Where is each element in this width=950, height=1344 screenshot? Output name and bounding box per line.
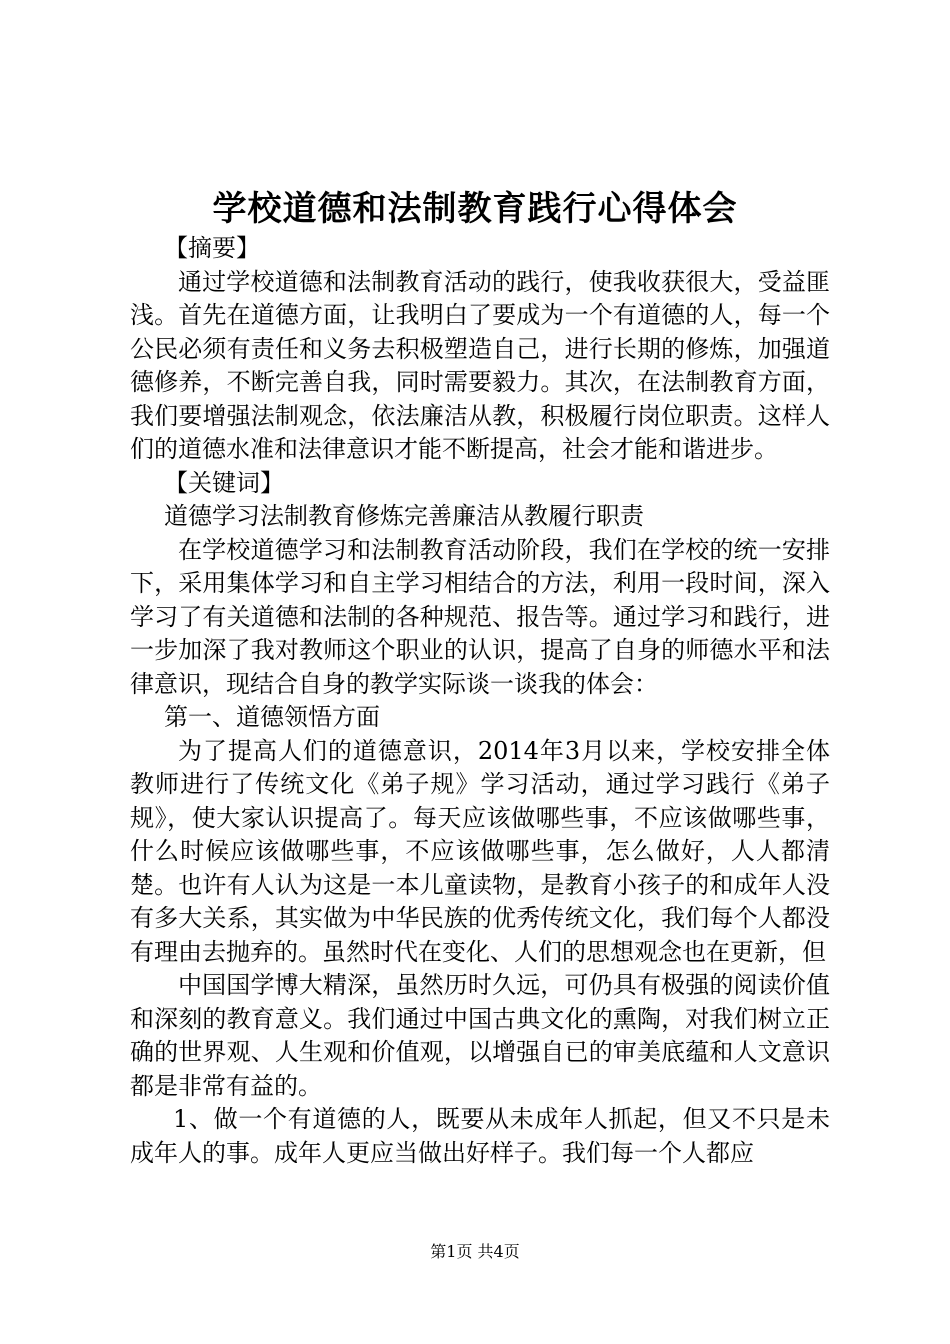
intro-paragraph: 在学校道德学习和法制教育活动阶段，我们在学校的统一安排下，采用集体学习和自主学习相结合的方法，利用一段时间，深入学习了有关道德和法制的各种规范、报告等。通过学习和践行，进一步加深了我对教师这个职业的认识，提高了自身的师德水平和法律意识，现结合自身的教学实际谈一谈我的体会： [130,535,830,698]
keywords-heading: 【关键词】 [164,468,284,497]
keywords-paragraph: 道德学习法制教育修炼完善廉洁从教履行职责 [164,502,644,530]
body-paragraph: 1、做一个有道德的人，既要从未成年人抓起，但又不只是未成年人的事。成年人更应当做出好样子。我们每一个人都应 [130,1105,830,1167]
document-title: 学校道德和法制教育践行心得体会 [212,189,738,229]
section-heading: 第一、道德领悟方面 [164,703,380,731]
document-body [130,232,830,1170]
abstract-paragraph: 通过学校道德和法制教育活动的践行，使我收获很大，受益匪浅。首先在道德方面，让我明白了要成为一个有道德的人，每一个公民必须有责任和义务去积极塑造自己，进行长期的修炼，加强道德修养，不断完善自我，同时需要毅力。其次，在法制教育方面，我们要增强法制观念，依法廉洁从教，积极履行岗位职责。这样人们的道德水准和法律意识才能不断提高，社会才能和谐进步。 [130,267,830,463]
page-footer: 第1页 共4页 [430,1242,520,1261]
body-paragraph: 中国国学博大精深，虽然历时久远，可仍具有极强的阅读价值和深刻的教育意义。我们通过中国古典文化的熏陶，对我们树立正确的世界观、人生观和价值观，以增强自已的审美底蕴和人文意识都是非常有益的。 [130,971,830,1100]
body-paragraph: 为了提高人们的道德意识，2014年3月以来，学校安排全体教师进行了传统文化《弟子规》学习活动，通过学习践行《弟子规》，使大家认识提高了。每天应该做哪些事，不应该做哪些事，什么时候应该做哪些事，不应该做哪些事，怎么做好，人人都清楚。也许有人认为这是一本儿童读物，是教育小孩子的和成年人没有多大关系，其实做为中华民族的优秀传统文化，我们每个人都没有理由去抛弃的。虽然时代在变化、人们的思想观念也在更新，但 [130,736,830,966]
abstract-heading: 【摘要】 [164,234,260,262]
